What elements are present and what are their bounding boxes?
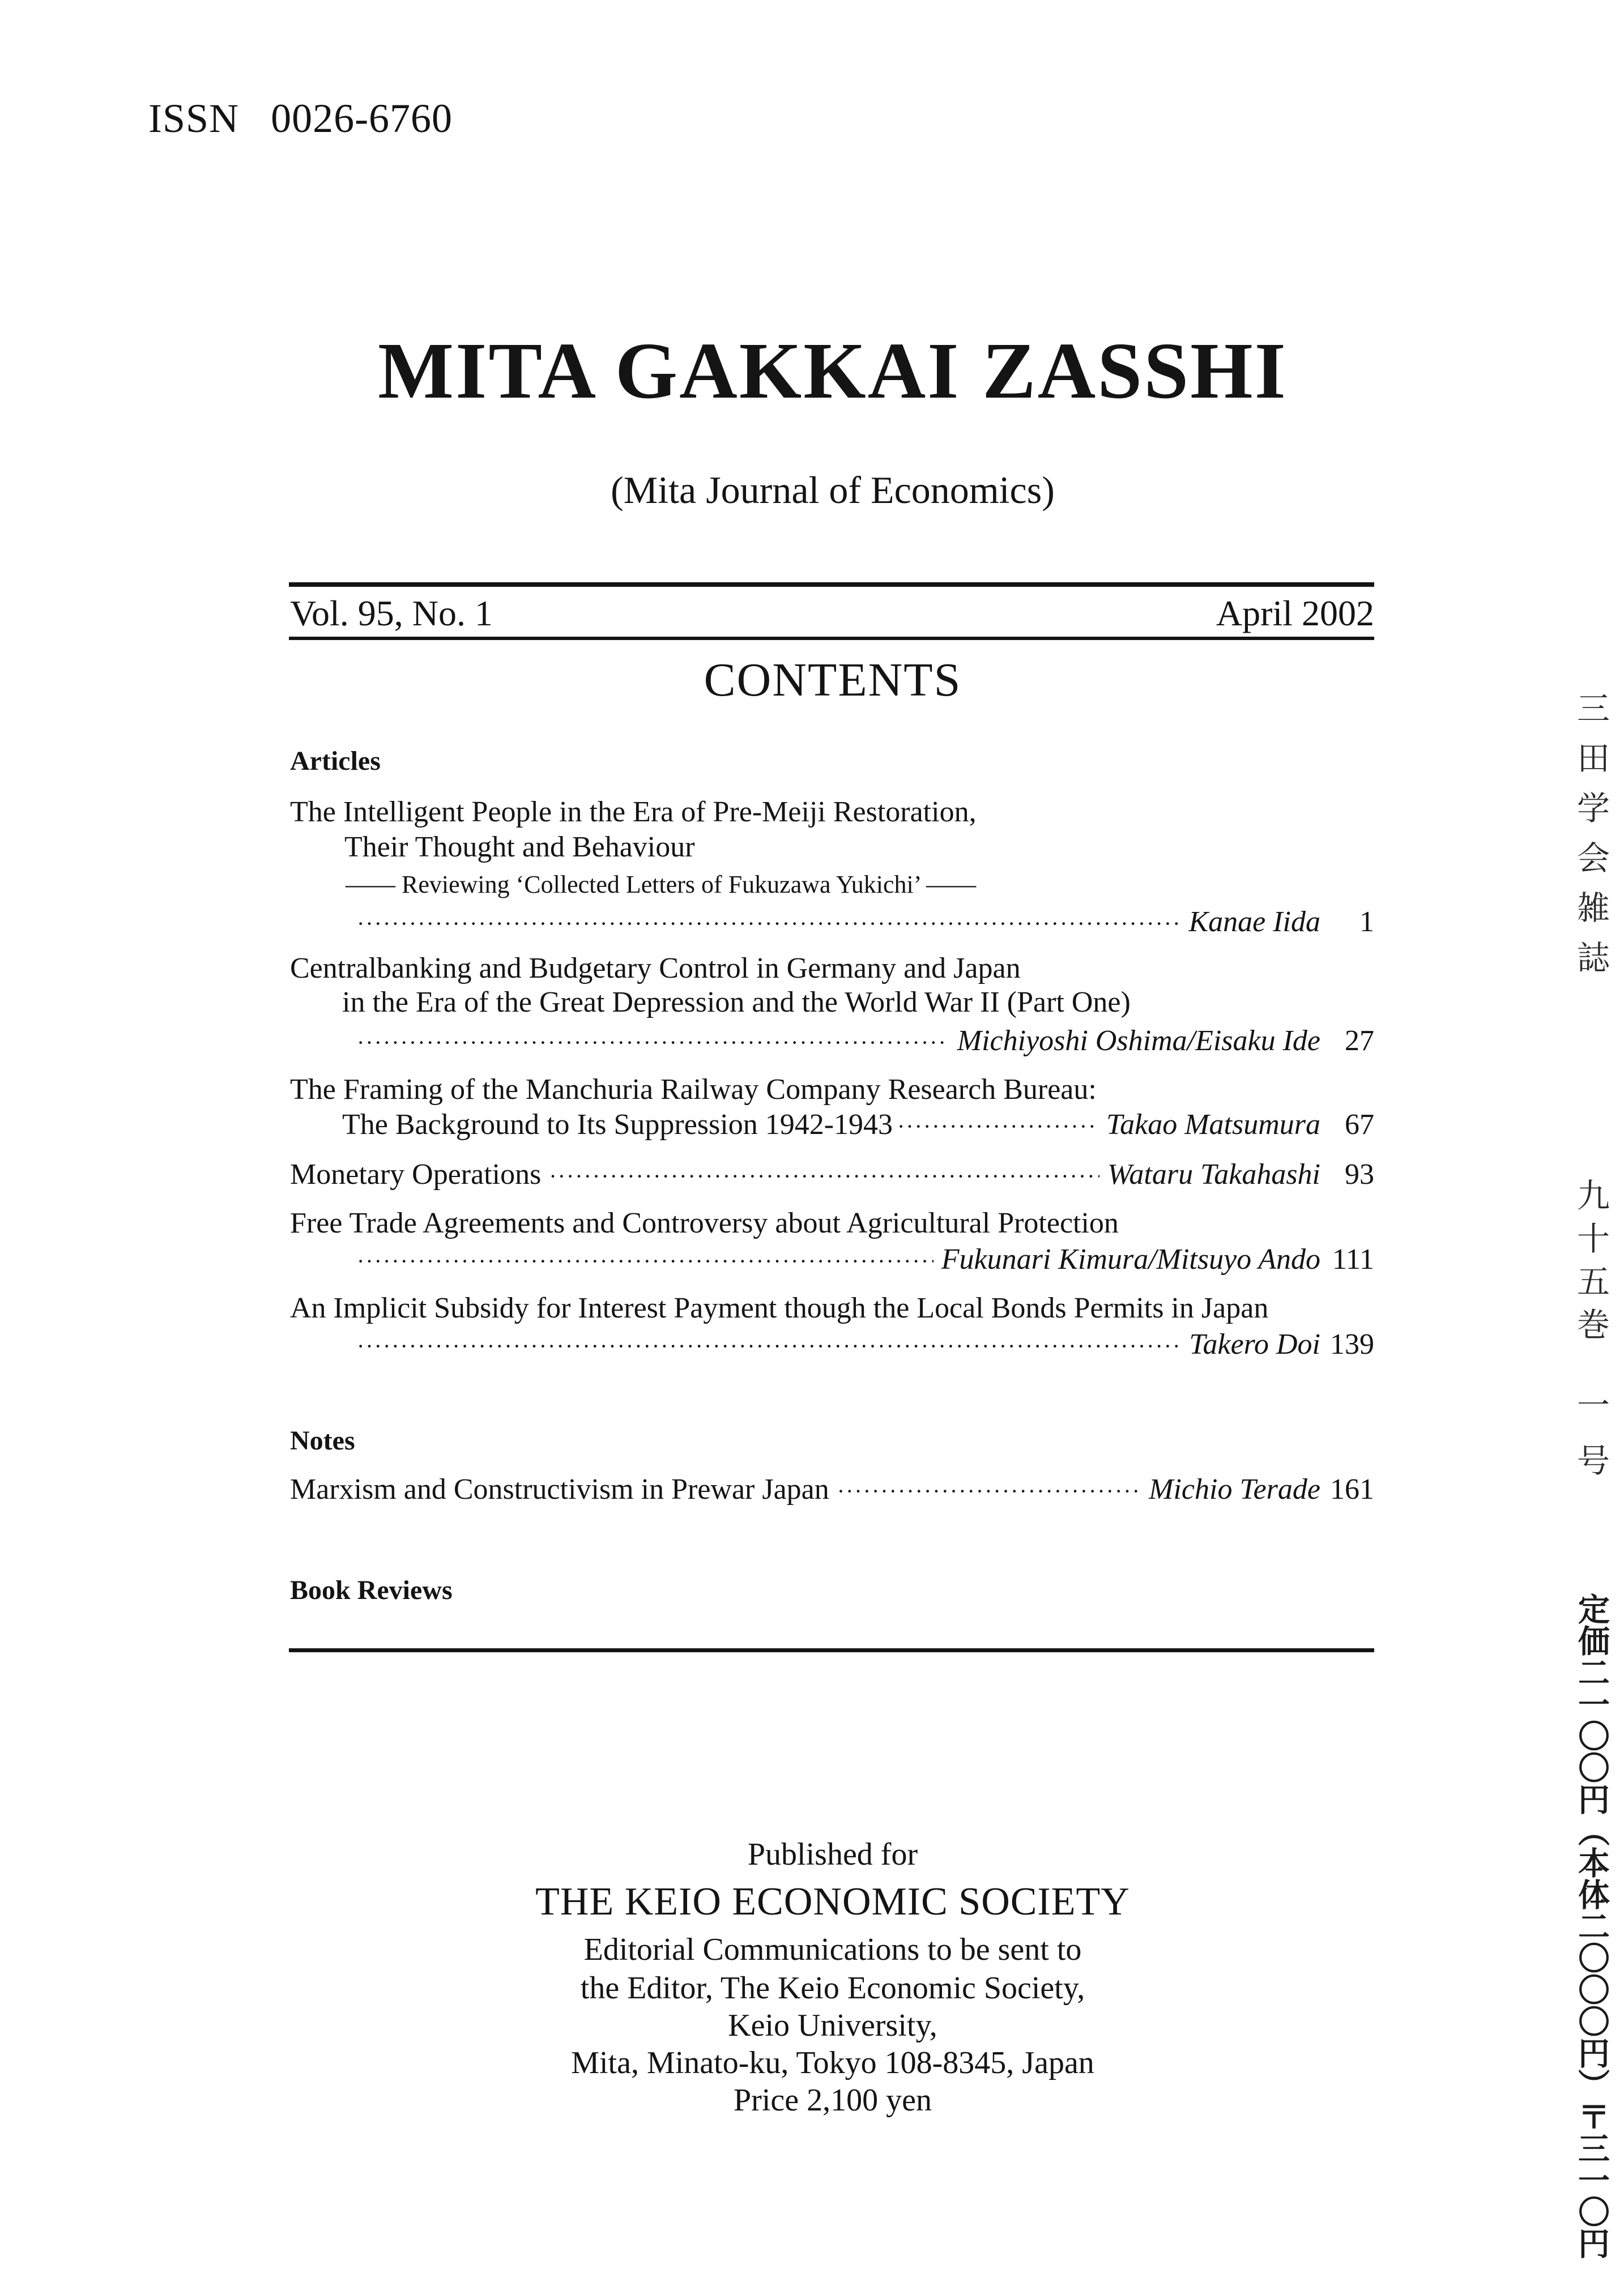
volume-number: Vol. 95, No. 1 [290,593,493,633]
price: Price 2,100 yen [734,2083,932,2118]
dash-right: —— [920,871,977,898]
bottom-rule [289,1648,1374,1652]
article-3-page: 67 [1345,1108,1374,1141]
article-2-author: Michiyoshi Oshima/Eisaku Ide [957,1025,1320,1057]
note-1-page: 161 [1330,1473,1374,1506]
issn [148,95,453,142]
article-1-title-line1: The Intelligent People in the Era of Pre-Meiji Restoration, [290,796,977,828]
journal-title: MITA GAKKAI ZASSHI [378,326,1288,415]
article-3-title-line1: The Framing of the Manchuria Railway Company Research Bureau: [290,1073,1097,1106]
article-3-entry[interactable] [342,1108,1374,1141]
leader-dots [357,910,1180,937]
article-1-subtitle-text: Reviewing ‘Collected Letters of Fukuzawa Yukichi’ [402,871,920,898]
article-6-page: 139 [1330,1328,1374,1361]
editorial-line2: the Editor, The Keio Economic Society, [580,1971,1085,2006]
article-2-entry[interactable] [357,1024,1374,1058]
issn-number: 0026-6760 [271,96,453,141]
leader-dots [357,1248,934,1274]
article-6-title: An Implicit Subsidy for Interest Payment though the Local Bonds Permits in Japan [290,1292,1269,1324]
leader-dots [897,1113,1098,1140]
top-rule [289,582,1374,587]
leader-dots [549,1163,1099,1189]
article-2-title-line1: Centralbanking and Budgetary Control in Germany and Japan [290,952,1021,984]
leader-dots [357,1029,949,1056]
article-4-page: 93 [1345,1158,1374,1191]
note-1-author: Michio Terade [1149,1473,1320,1506]
volume-rule [289,637,1374,640]
article-4-title: Monetary Operations [290,1158,542,1191]
article-3-author: Takao Matsumura [1106,1108,1320,1141]
issn-label: ISSN [148,96,240,141]
article-2-title-line2: in the Era of the Great Depression and the World War II (Part One) [342,986,1131,1018]
note-1-entry[interactable] [290,1473,1374,1506]
article-3-title-line2: The Background to Its Suppression 1942-1943 [342,1108,893,1141]
article-2-page: 27 [1345,1025,1374,1057]
articles-heading: Articles [290,746,381,776]
address: Mita, Minato-ku, Tokyo 108-8345, Japan [571,2045,1094,2080]
article-6-author: Takero Doi [1189,1328,1320,1361]
published-for: Published for [747,1837,918,1872]
article-5-page: 111 [1332,1243,1374,1276]
article-4-author: Wataru Takahashi [1107,1158,1320,1191]
article-5-entry[interactable] [357,1243,1374,1276]
article-1-author: Kanae Iida [1188,906,1320,938]
editorial-line1: Editorial Communications to be sent to [583,1932,1082,1967]
article-4-entry[interactable] [290,1158,1374,1191]
issue-date: April 2002 [1216,593,1374,633]
article-1-title-line2: Their Thought and Behaviour [344,831,695,863]
society-name: THE KEIO ECONOMIC SOCIETY [535,1880,1130,1924]
article-6-entry[interactable] [357,1328,1374,1361]
article-1-entry[interactable] [357,905,1374,939]
book-reviews-heading: Book Reviews [290,1575,453,1605]
leader-dots [357,1333,1181,1359]
dash-left: —— [346,871,402,898]
leader-dots [837,1478,1141,1504]
university: Keio University, [728,2008,937,2043]
article-5-author: Fukunari Kimura/Mitsuyo Ando [941,1243,1320,1276]
notes-heading: Notes [290,1426,355,1456]
spine-title: 三田学会雑誌 [1571,691,1610,990]
article-5-title: Free Trade Agreements and Controversy about Agricultural Protection [290,1207,1119,1239]
article-1-subtitle [346,870,976,899]
journal-subtitle: (Mita Journal of Economics) [611,468,1055,511]
contents-heading: CONTENTS [704,654,962,706]
spine-volume: 九十五巻 [1571,1178,1610,1350]
note-1-title: Marxism and Constructivism in Prewar Japan [290,1473,829,1506]
article-1-page: 1 [1359,906,1374,938]
spine-price: 定価二一〇〇円（本体二〇〇〇円）〒三一〇円 [1573,1593,1610,2259]
spine-number: 一号 [1571,1388,1610,1499]
